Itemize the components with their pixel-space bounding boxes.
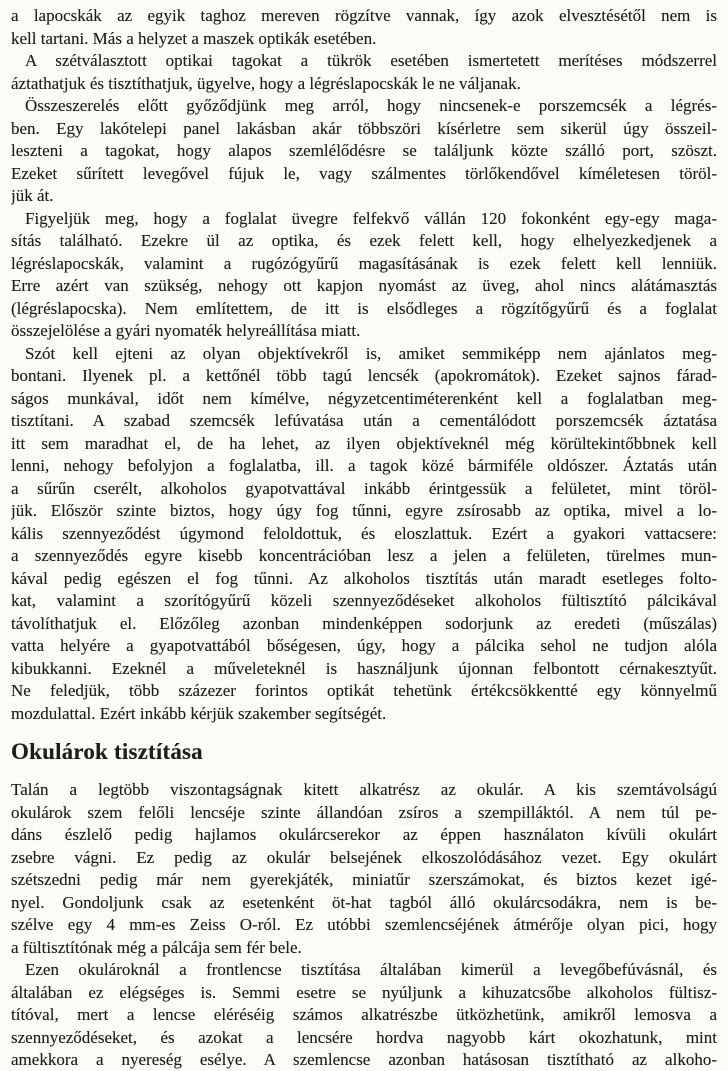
section-objective-cleaning-end: [11, 5, 717, 725]
text-line: okulárok szem felőli lencséje szinte állandóan zsíros a szempilláktól. A nem túl pe-: [11, 802, 717, 822]
text-line: Összeszerelés előtt győződjünk meg arról, hogy nincsenek-e porszemcsék a légrés-: [25, 96, 717, 115]
text-line: ben. Egy lakótelepi panel lakásban akár többszöri kísérletre sem sikerül úgy összeil-: [11, 118, 717, 138]
text-line: amekkora a nyereség esélye. A szemlencse azonban hatásosan tisztítható az alkoho-: [11, 1050, 717, 1069]
text-line: títóval, mert a lencse eléréséig számos alkatrészbe ütközhetünk, amikről lemosva a: [11, 1005, 717, 1024]
text-line: szennyeződéseket, és azokat a lencsére hordva nagyobb kárt okozhatunk, mint: [11, 1027, 717, 1047]
text-line: Erre azért van szükség, nehogy ott kapjon nyomást az üveg, ahol nincs alátámasztás: [11, 276, 717, 295]
paragraph: [11, 208, 717, 343]
text-line: kell tartani. Más a helyzet a maszek optikák esetében.: [11, 28, 377, 48]
text-line: általában ez elégséges is. Semmi esetre se nyúljunk a kihuzatcsőbe alkoholos fültisz-: [11, 982, 717, 1002]
text-line: a sűrűn cserélt, alkoholos gyapotvattával inkább érintgessük a felületet, mint töröl-: [11, 478, 717, 498]
text-line: mozdulattal. Ezért inkább kérjük szakember segítségét.: [11, 703, 387, 723]
text-line: kával pedig egészen el fog tűnni. Az alkoholos tisztítás után maradt esetleges folto-: [11, 568, 717, 588]
paragraph: [11, 95, 717, 208]
text-line: kális szennyeződést úgymond feloldottuk, és eloszlattuk. Ezért a gyakori vattacsere:: [11, 523, 717, 543]
text-line: kibukkanni. Ezeknél a műveleteknél is használjunk újonnan felbontott cérnakesztyűt.: [11, 658, 717, 678]
text-line: tisztítani. A szabad szemcsék lefúvatása után a cementálódott porszemcsék áztatása: [11, 411, 717, 430]
paragraph: [11, 343, 717, 726]
text-line: jük át.: [11, 186, 54, 205]
text-line: Talán a legtöbb viszontagságnak kitett alkatrész az okulár. A kis szemtávolságú: [11, 780, 717, 799]
text-line: kat, valamint a szorítógyűrű közeli szennyeződéseket alkoholos fültisztító pálcikával: [11, 591, 717, 610]
text-line: zsebre vágni. Ez pedig az okulár belsejének elkoszolódásához vezet. Egy okulárt: [11, 847, 717, 867]
text-line: a fültisztítónak még a pálcája sem fér bele.: [11, 937, 302, 957]
text-line: ságos munkával, időt nem kímélve, négyzetcentiméterenként kell a foglalatban meg-: [11, 388, 717, 408]
text-line: összejelölése a gyári nyomaték helyreállítása miatt.: [11, 321, 361, 340]
text-line: légréslapocskák, valamint a rugózógyűrű magasításának is ezek felett kell lenniük.: [11, 253, 717, 273]
text-line: Ezeket sűrített levegővel fújuk le, vagy szálmentes törlőkendővel kíméletesen töröl-: [11, 163, 717, 183]
text-line: lenni, nehogy befolyjon a foglalatba, ill. a tagok közé bármiféle oldószer. Áztatás után: [11, 456, 717, 475]
text-line: a lapocskák az egyik taghoz mereven rögzítve vannak, így azok elvesztésétől nem is: [11, 6, 717, 25]
paragraph: [11, 5, 717, 50]
text-line: áztathatjuk és tisztíthatjuk, ügyelve, hogy a légréslapocskák le ne váljanak.: [11, 73, 521, 93]
text-line: Figyeljük meg, hogy a foglalat üvegre felfekvő vállán 120 fokonként egy-egy maga-: [25, 208, 717, 228]
text-line: szélve egy 4 mm-es Zeiss O-ról. Ez utóbbi szemlencséjének átmérője olyan pici, hogy: [11, 915, 717, 934]
paragraph: [11, 959, 717, 1071]
text-line: távolíthatjuk el. Előzőleg azonban mindenképpen sodorjunk az eredeti (műszálas): [11, 613, 717, 633]
text-line: itt sem maradhat el, de ha lehet, az ilyen objektíveknél még körültekintőbbnek kell: [11, 433, 717, 453]
section-heading: Okulárok tisztítása: [11, 739, 203, 764]
text-line: nyel. Gondoljunk csak az esetenként öt-hat tagból álló okulárcsodákra, nem is be-: [11, 892, 717, 912]
text-line: leszteni a tagokat, hogy alapos szemlélődésre se találjunk közte szálló port, szöszt.: [11, 141, 717, 160]
text-line: bontani. Ilyenek pl. a kettőnél több tagú lencsék (apokromátok). Ezeket sajnos fárad-: [11, 366, 717, 385]
paragraph: [11, 50, 717, 95]
text-line: Szót kell ejteni az olyan objektívekről is, amiket semmiképp nem ajánlatos meg-: [25, 343, 717, 363]
text-line: szétszedni pedig már nem gyerekjáték, miniatűr szerszámokat, és biztos kezet igé-: [11, 870, 717, 889]
text-line: Ezen okulároknál a frontlencse tisztítása általában kimerül a levegőbefúvásnál, és: [25, 960, 717, 979]
text-line: sítás található. Ezekre ül az optika, és ezek felett kell, hogy elhelyezkedjenek a: [11, 231, 717, 250]
text-line: dáns észlelő pedig hajlamos okulárcserekor az éppen használaton kívüli okulárt: [11, 825, 717, 844]
text-line: Ne feledjük, több százezer forintos optikát tehetünk értékcsökkentté egy könnyelmű: [11, 681, 717, 700]
text-line: A szétválasztott optikai tagokat a tükrök esetében ismertetett merítéses módszerrel: [25, 51, 717, 70]
text-line: vatta helyére a gyapotvattából bőségesen, úgy, hogy a pálcika sehol ne tudjon alóla: [11, 636, 717, 655]
section-eyepiece-cleaning: [11, 779, 717, 1071]
text-line: (légréslapocska). Nem említettem, de itt is elsődleges a rögzítőgyűrű és a foglalat: [11, 298, 717, 318]
text-line: a szennyeződés egyre kisebb koncentrációban lesz a jelen a felületen, türelmes mun-: [11, 546, 717, 565]
text-line: jük. Először szinte biztos, hogy úgy fog tűnni, egyre zsírosabb az optika, mivel a lo-: [11, 501, 717, 520]
paragraph: [11, 779, 717, 959]
